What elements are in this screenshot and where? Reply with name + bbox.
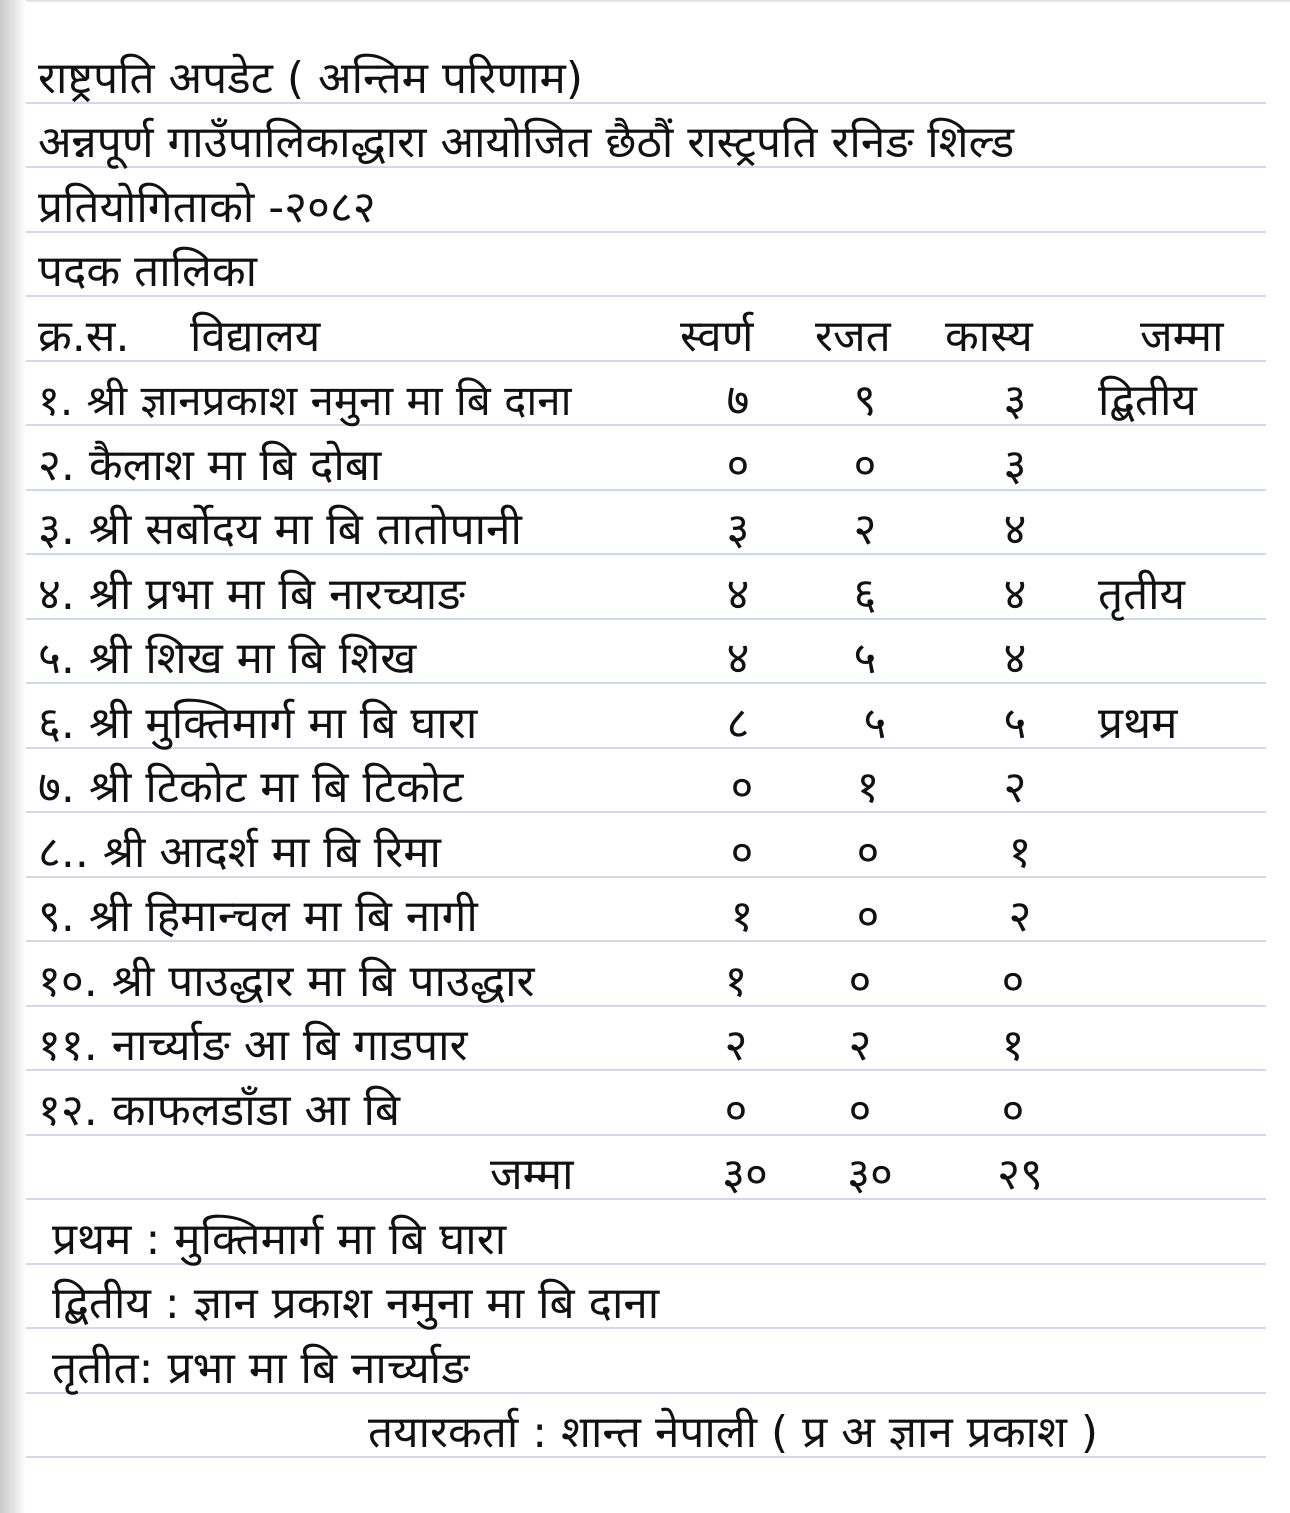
table-row-rank: प्रथम xyxy=(1098,698,1178,749)
total-bronze: २९ xyxy=(997,1149,1043,1200)
ruled-line xyxy=(26,1198,1266,1200)
table-row-silver: २ xyxy=(848,1020,872,1071)
table-row-gold: ४ xyxy=(726,633,750,684)
total-silver: ३० xyxy=(847,1149,893,1200)
table-row-school: ९. श्री हिमान्चल मा बि नागी xyxy=(38,891,478,942)
total-gold: ३० xyxy=(722,1149,768,1200)
table-row-bronze: ४ xyxy=(1003,504,1027,555)
table-row-gold: ७ xyxy=(726,375,750,426)
table-row-school: ६. श्री मुक्तिमार्ग मा बि घारा xyxy=(38,698,478,749)
table-row-school: १०. श्री पाउद्धार मा बि पाउद्धार xyxy=(38,956,535,1007)
column-header-gold: स्वर्ण xyxy=(680,311,754,362)
table-row-bronze: ३ xyxy=(1003,440,1027,491)
table-row-school: १. श्री ज्ञानप्रकाश नमुना मा बि दाना xyxy=(38,376,572,425)
table-row-gold: ० xyxy=(730,762,754,813)
table-row-bronze: ० xyxy=(1001,956,1025,1007)
totals-label: जम्मा xyxy=(490,1149,574,1200)
table-row-bronze: ४ xyxy=(1003,633,1027,684)
event-year-line: प्रतियोगिताको -२०८२ xyxy=(38,182,376,233)
table-row-rank: द्बितीय xyxy=(1098,375,1197,426)
table-row-bronze: २ xyxy=(1008,891,1032,942)
first-place: प्रथम : मुक्तिमार्ग मा बि घारा xyxy=(52,1214,507,1265)
table-row-silver: ९ xyxy=(853,375,877,426)
medal-table-heading: पदक तालिका xyxy=(38,246,258,297)
table-row-school: १२. काफलडाँडा आ बि xyxy=(38,1085,401,1136)
table-row-school: ७. श्री टिकोट मा बि टिकोट xyxy=(38,762,464,813)
table-row-gold: ४ xyxy=(726,569,750,620)
table-row-gold: १ xyxy=(724,956,748,1007)
table-row-gold: ३ xyxy=(726,504,750,555)
table-row-bronze: २ xyxy=(1003,762,1027,813)
column-header-school: विद्यालय xyxy=(190,311,321,362)
table-row-school: ११. नार्च्याङ आ बि गाडपार xyxy=(38,1020,468,1071)
table-row-bronze: ० xyxy=(1001,1085,1025,1136)
table-row-gold: ० xyxy=(730,827,754,878)
table-row-school: ५. श्री शिख मा बि शिख xyxy=(38,633,417,684)
table-row-bronze: १ xyxy=(1008,827,1032,878)
table-row-gold: ० xyxy=(724,1085,748,1136)
table-row-silver: ५ xyxy=(853,633,877,684)
table-row-rank: तृतीय xyxy=(1098,569,1186,620)
prepared-by: तयारकर्ता : शान्त नेपाली ( प्र अ ज्ञान प्रकाश ) xyxy=(368,1407,1099,1458)
table-row-bronze: १ xyxy=(1001,1020,1025,1071)
column-header-silver: रजत xyxy=(815,311,891,362)
table-row-bronze: ५ xyxy=(1003,698,1027,749)
column-header-sn: क्र.स. xyxy=(38,311,130,362)
table-row-silver: २ xyxy=(853,504,877,555)
table-row-school: २. कैलाश मा बि दोबा xyxy=(38,440,382,491)
table-row-school: ३. श्री सर्बोदय मा बि तातोपानी xyxy=(38,504,522,555)
table-row-silver: ० xyxy=(856,827,880,878)
table-row-silver: १ xyxy=(856,762,880,813)
table-row-silver: ५ xyxy=(863,698,887,749)
second-place: द्बितीय : ज्ञान प्रकाश नमुना मा बि दाना xyxy=(52,1278,660,1329)
table-row-bronze: ३ xyxy=(1003,375,1027,426)
table-row-gold: २ xyxy=(724,1020,748,1071)
table-row-silver: ० xyxy=(856,891,880,942)
table-row-gold: ० xyxy=(726,440,750,491)
table-row-silver: ० xyxy=(848,956,872,1007)
column-header-total: जम्मा xyxy=(1140,311,1224,362)
table-row-silver: ६ xyxy=(853,569,877,620)
event-name-line: अन्नपूर्ण गाउँपालिकाद्धारा आयोजित छैठौं रास्ट्रपति रनिङ शिल्ड xyxy=(38,117,1015,168)
table-row-school: ८.. श्री आदर्श मा बि रिमा xyxy=(38,827,441,878)
table-row-silver: ० xyxy=(853,440,877,491)
title-line: राष्ट्रपति अपडेट ( अन्तिम परिणाम) xyxy=(38,53,584,104)
third-place: तृतीत: प्रभा मा बि नार्च्याङ xyxy=(52,1343,470,1394)
table-row-bronze: ४ xyxy=(1003,569,1027,620)
table-row-gold: १ xyxy=(730,891,754,942)
table-row-gold: ८ xyxy=(726,698,750,749)
table-row-school: ४. श्री प्रभा मा बि नारच्याङ xyxy=(38,569,466,620)
column-header-bronze: कास्य xyxy=(945,311,1033,362)
table-row-silver: ० xyxy=(848,1085,872,1136)
